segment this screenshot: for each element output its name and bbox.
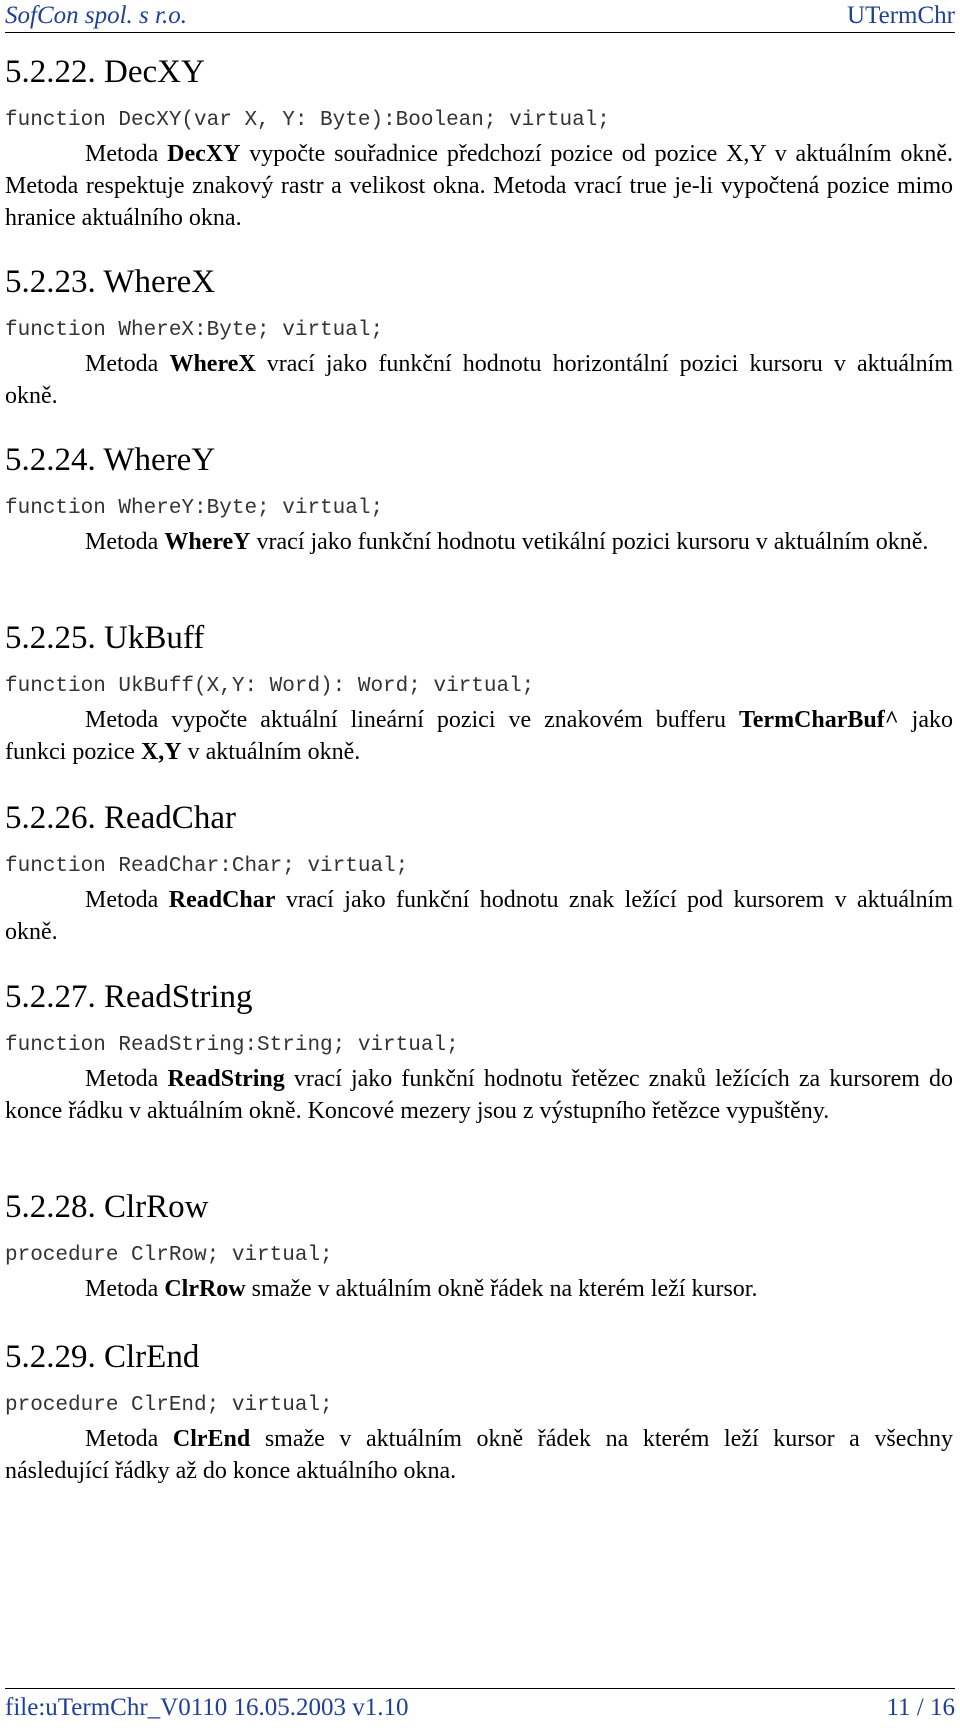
section-heading: 5.2.26. ReadChar [5,800,236,836]
desc-text: Metoda [85,1066,168,1092]
section-clrend [5,1337,953,1487]
desc-text: Metoda [85,529,165,555]
section-description [5,526,953,558]
desc-text: Metoda [85,887,169,913]
section-description [5,884,953,948]
section-heading: 5.2.23. WhereX [5,264,216,300]
section-heading: 5.2.27. ReadString [5,979,253,1015]
desc-method-name: ClrEnd [172,1426,251,1452]
desc-text: v aktuálním okně. [181,739,361,765]
section-description [5,1063,953,1127]
function-signature: function WhereX:Byte; virtual; [5,319,384,342]
function-signature: function UkBuff(X,Y: Word): Word; virtual; [5,675,535,698]
desc-method-name: ReadString [167,1066,285,1092]
section-heading: 5.2.24. WhereY [5,442,216,478]
section-description [5,1273,953,1305]
desc-text: vrací jako funkční hodnotu řetězec znaků ležících za kursorem do konce řádku v aktuálním okně. Koncové mezery jsou z výstupního řetězce vypuštěny. [5,1066,954,1124]
section-heading: 5.2.29. ClrEnd [5,1339,200,1375]
desc-text: vrací jako funkční hodnotu horizontální pozici kursoru v aktuálním okně. [5,351,953,409]
desc-method-name: DecXY [167,141,241,167]
desc-text: smaže v aktuálním okně řádek na kterém leží kursor. [245,1276,758,1302]
desc-text: vrací jako funkční hodnotu vetikální pozici kursoru v aktuálním okně. [250,529,929,555]
function-signature: function ReadString:String; virtual; [5,1034,459,1057]
function-signature: procedure ClrEnd; virtual; [5,1394,333,1417]
section-wherex [5,262,953,412]
desc-method-name: ReadChar [168,887,276,913]
desc-text: smaže v aktuálním okně řádek na kterém leží kursor a všechny následující řádky až do konce aktuálního okna. [5,1426,954,1484]
footer-page-number: 11 / 16 [886,1694,955,1721]
function-signature: function DecXY(var X, Y: Byte):Boolean; virtual; [5,109,610,132]
desc-buffer-name: TermCharBuf^ [738,707,899,733]
desc-text: Metoda [85,1276,165,1302]
section-clrrow [5,1187,953,1305]
desc-text: Metoda [85,351,170,377]
desc-position-name: X,Y [140,739,182,765]
desc-text: vypočte souřadnice předchozí pozice od pozice X,Y v aktuálním okně. Metoda respektuje znakový rastr a velikost okna. Metoda vrací true je-li vypočtená pozice mimo hranice aktuálního okna. [5,141,954,231]
footer-file-info: file:uTermChr_V0110 16.05.2003 v1.10 [5,1694,409,1721]
section-description [5,348,953,412]
desc-text: vrací jako funkční hodnotu znak ležící pod kursorem v aktuálním okně. [5,887,954,945]
section-wherey [5,440,953,558]
desc-text: Metoda vypočte aktuální lineární pozici ve znakovém bufferu [85,707,739,733]
section-heading: 5.2.28. ClrRow [5,1189,209,1225]
function-signature: function ReadChar:Char; virtual; [5,855,409,878]
section-description [5,704,953,768]
section-readstring [5,977,953,1127]
section-description [5,138,953,234]
page-header [5,0,955,33]
desc-method-name: WhereX [169,351,256,377]
desc-method-name: WhereY [164,529,251,555]
header-module: UTermChr [847,2,955,29]
desc-text: jako funkci pozice [5,707,953,765]
section-readchar [5,798,953,948]
function-signature: function WhereY:Byte; virtual; [5,497,384,520]
section-description [5,1423,953,1487]
section-heading: 5.2.22. DecXY [5,54,205,90]
desc-method-name: ClrRow [164,1276,246,1302]
section-ukbuff [5,618,953,768]
desc-text: Metoda [85,1426,173,1452]
section-decxy [5,52,953,234]
function-signature: procedure ClrRow; virtual; [5,1244,333,1267]
section-heading: 5.2.25. UkBuff [5,620,205,656]
desc-text: Metoda [85,141,168,167]
header-company: SofCon spol. s r.o. [5,2,187,29]
page-footer [5,1688,955,1732]
